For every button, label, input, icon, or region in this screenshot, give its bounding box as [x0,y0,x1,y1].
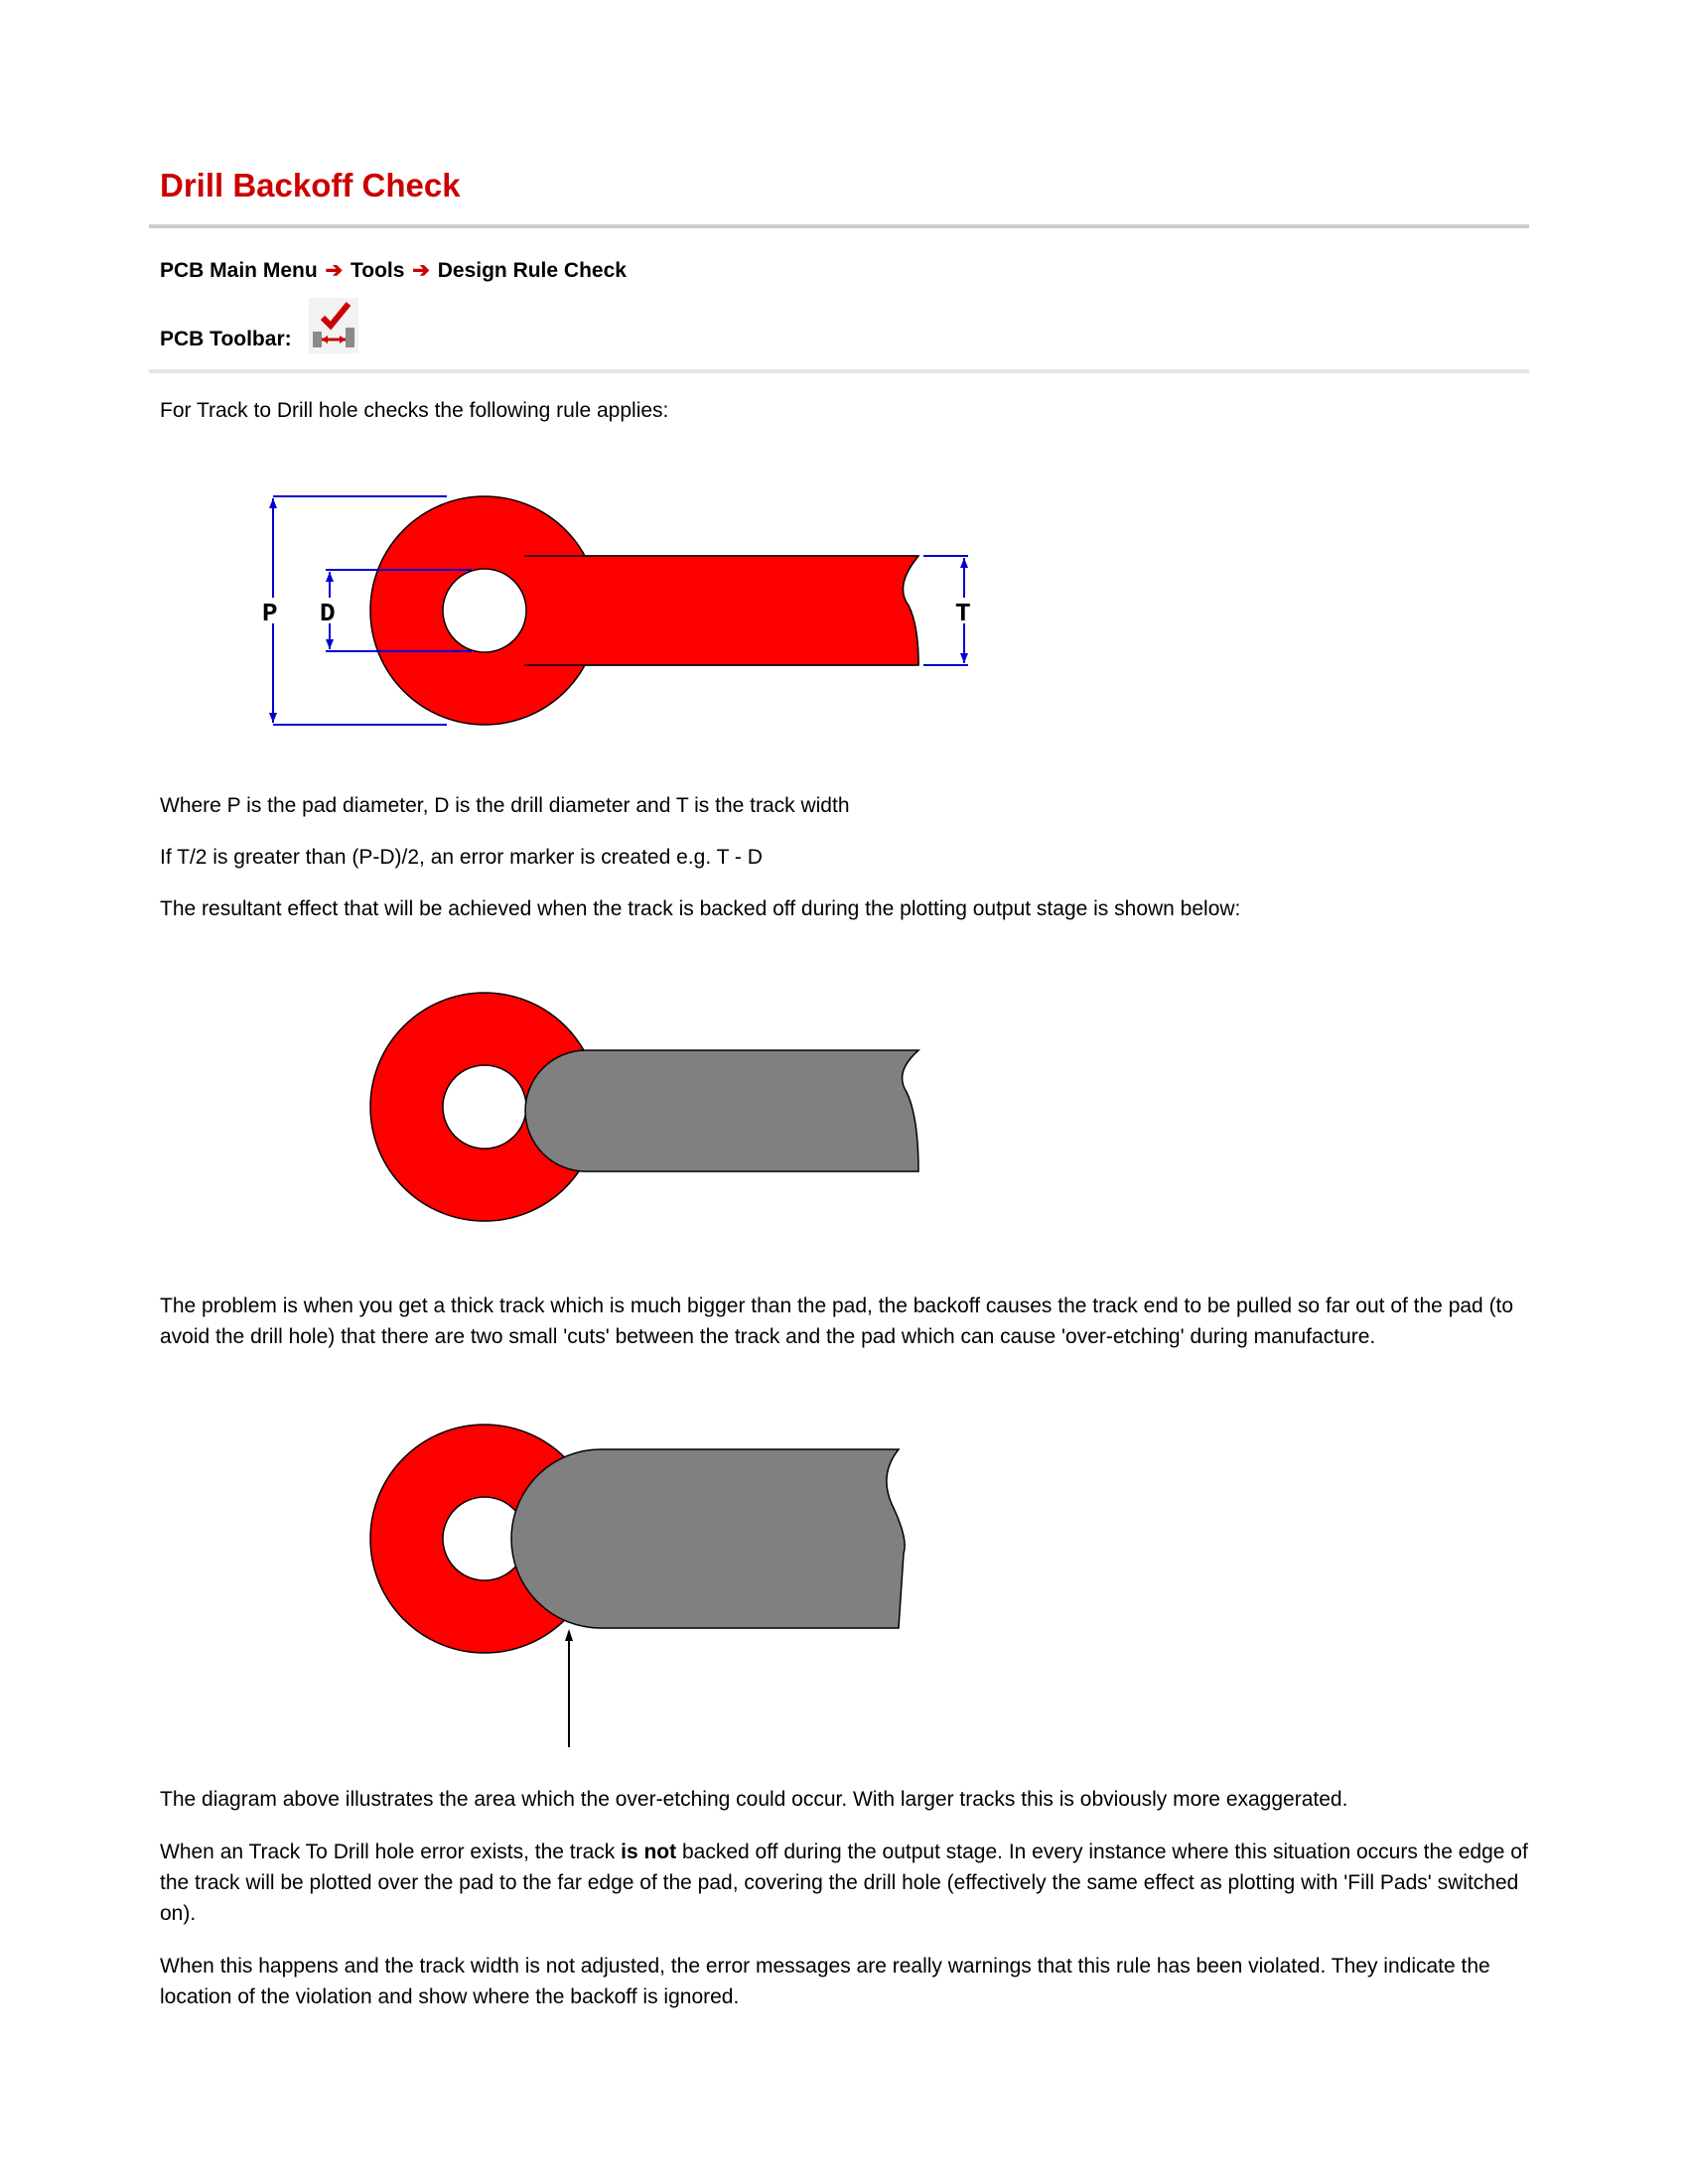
toolbar-label: PCB Toolbar: [160,328,292,350]
diagram-note-paragraph: The diagram above illustrates the area which the over-etching could occur. With larger tracks this is obviously more exaggerated. [160,1788,1348,1811]
problem-paragraph: The problem is when you get a thick track which is much bigger than the pad, the backoff causes the track end to be pulled so far out of the pad (to avoid the drill hole) that there are two small 'cuts' between the track and the pad which can cause 'over-etching' during manufacture. [160,1295,1514,1348]
breadcrumb-item-pcb-main-menu: PCB Main Menu [160,259,318,282]
warnings-paragraph: When this happens and the track width is not adjusted, the error messages are really warnings that this rule has been violated. They indicate the location of the violation and show where the backoff is ignored. [160,1955,1490,2008]
where-paragraph: Where P is the pad diameter, D is the drill diameter and T is the track width [160,794,850,817]
title-divider [149,224,1529,228]
resultant-paragraph: The resultant effect that will be achieved when the track is backed off during the plotting output stage is shown below: [160,897,1241,920]
drill-label: D [320,599,336,628]
drill-hole [443,569,526,652]
intro-paragraph: For Track to Drill hole checks the following rule applies: [160,399,669,422]
breadcrumb-item-design-rule-check: Design Rule Check [437,259,627,282]
backed-off-track [525,1050,918,1171]
breadcrumb [160,258,627,283]
breadcrumb-item-tools: Tools [350,259,405,282]
drill-rule-diagram [258,486,983,745]
thick-track [511,1449,905,1628]
drc-check-icon [309,298,358,353]
error-exists-paragraph: When an Track To Drill hole error exists, the track is not backed off during the output stage. In every instance where this situation occurs the edge of the track will be plotted over the pad to the far edge of the pad, covering the drill hole (effectively the same effect as plotting with 'Fill Pads' switched on). [160,1841,1528,1925]
rule-paragraph: If T/2 is greater than (P-D)/2, an error marker is created e.g. T - D [160,846,763,869]
over-etching-diagram [357,1415,933,1752]
track-width-label: T [955,599,971,628]
page-title: Drill Backoff Check [160,167,461,204]
arrow-right-icon: ➔ [412,259,430,282]
pad-label: P [262,599,278,628]
is-not-emphasis: is not [621,1841,677,1863]
backoff-result-diagram [357,983,933,1231]
header-divider [149,369,1529,373]
drill-hole [443,1065,526,1149]
arrow-right-icon: ➔ [325,259,344,282]
